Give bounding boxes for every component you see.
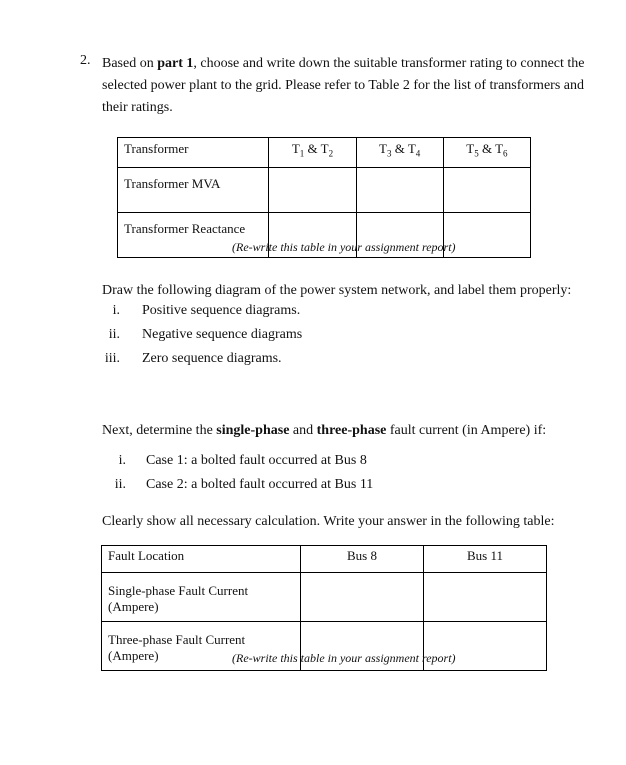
diagram-item-zero: Zero sequence diagrams. bbox=[142, 351, 282, 366]
table2-cell bbox=[301, 573, 424, 622]
table1-header-t5t6: $T_5$ & $T_6$ bbox=[443, 138, 530, 168]
intro-text-1: Based on bbox=[102, 56, 158, 71]
diagram-item-num: iii. bbox=[104, 351, 120, 366]
table2-row-three-label: Three-phase Fault Current (Ampere) bbox=[102, 622, 301, 671]
fault-intro bbox=[102, 420, 546, 442]
intro-bold: part 1 bbox=[157, 56, 194, 71]
diagram-item-negative: Negative sequence diagrams bbox=[142, 327, 303, 342]
table2-header-bus11: Bus 11 bbox=[424, 546, 547, 573]
table1-cell bbox=[356, 168, 443, 213]
table1-header-t3t4: $T_3$ & $T_4$ bbox=[356, 138, 443, 168]
table1-cell bbox=[443, 213, 530, 258]
fault-text-3: fault current (in Ampere) if: bbox=[386, 423, 547, 438]
case-num: ii. bbox=[114, 477, 126, 492]
fault-bold-three: three-phase bbox=[316, 423, 387, 438]
diagram-item-num: ii. bbox=[108, 327, 120, 342]
table2-header-bus8: Bus 8 bbox=[301, 546, 424, 573]
fault-text-2: and bbox=[289, 423, 317, 438]
table1-cell bbox=[443, 168, 530, 213]
question-intro bbox=[102, 53, 597, 119]
case-1: Case 1: a bolted fault occurred at Bus 8 bbox=[146, 453, 367, 468]
case-2: Case 2: a bolted fault occurred at Bus 11 bbox=[146, 477, 374, 492]
diagram-item-num: i. bbox=[112, 303, 120, 318]
diagrams-intro: Draw the following diagram of the power system network, and label them properly: bbox=[102, 283, 572, 298]
table2-cell bbox=[424, 573, 547, 622]
fault-text-1: Next, determine the bbox=[102, 423, 217, 438]
table1-header-transformer: Transformer bbox=[118, 138, 269, 168]
intro-text-2: , choose and write down the suitable transformer rating to connect the selected power plant to the grid. Please refer to Table 2 for the list of transformers and their ratings. bbox=[102, 56, 585, 115]
table2-caption: (Re-write this table in your assignment report) bbox=[232, 651, 456, 665]
table1-row-reactance-label: Transformer Reactance bbox=[118, 213, 269, 258]
table1-cell bbox=[269, 168, 356, 213]
table1-header-t1t2: $T_1$ & $T_2$ bbox=[269, 138, 356, 168]
table1-caption: (Re-write this table in your assignment report) bbox=[232, 240, 456, 254]
table2-header-location: Fault Location bbox=[102, 546, 301, 573]
fault-bold-single: single-phase bbox=[216, 423, 290, 438]
question-number: 2. bbox=[80, 53, 91, 68]
fault-instruction: Clearly show all necessary calculation. Write your answer in the following table: bbox=[102, 514, 555, 529]
case-num: i. bbox=[118, 453, 126, 468]
diagram-item-positive: Positive sequence diagrams. bbox=[142, 303, 301, 318]
table2-row-single-label: Single-phase Fault Current (Ampere) bbox=[102, 573, 301, 622]
table1-row-mva-label: Transformer MVA bbox=[118, 168, 269, 213]
